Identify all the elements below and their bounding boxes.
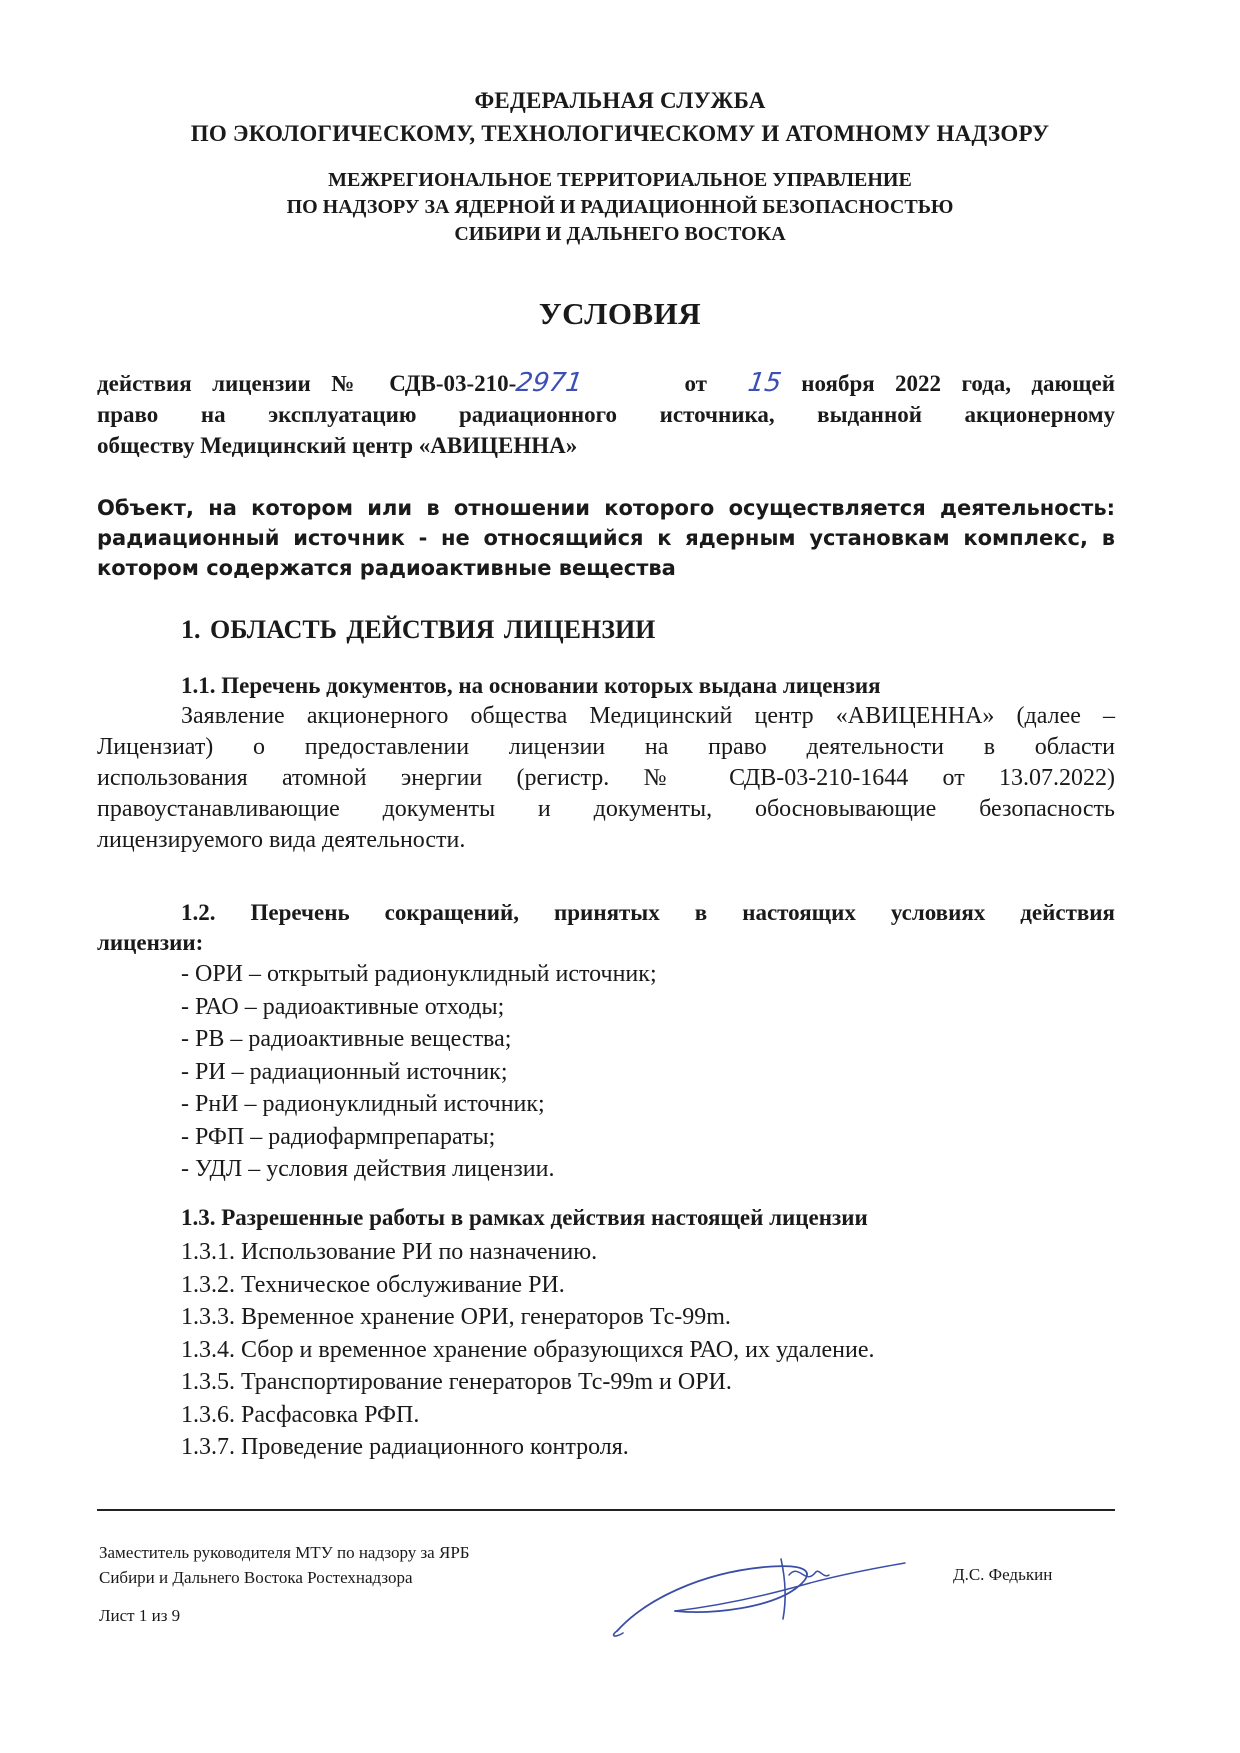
handwritten-signature: [605, 1545, 915, 1645]
agency-heading: [0, 84, 1240, 150]
object-line-3: котором содержатся радиоактивные вещества: [97, 556, 676, 580]
signatory-name: Д.С. Федькин: [953, 1565, 1053, 1584]
date-rest: ноября 2022 года, дающей: [801, 371, 1116, 396]
s11-line-3: использования атомной энергии (регистр. № СДВ-03-210-1644 от 13.07.2022): [97, 765, 1115, 791]
handwritten-day: 15: [745, 368, 783, 398]
license-intro: [97, 368, 1115, 461]
list-item: 1.3.6. Расфасовка РФП.: [181, 1401, 420, 1428]
s11-line-4: правоустанавливающие документы и документы, обосновывающие безопасность: [97, 796, 1115, 822]
list-item: - РнИ – радионуклидный источник;: [181, 1091, 545, 1117]
department-line-3: СИБИРИ И ДАЛЬНЕГО ВОСТОКА: [454, 223, 786, 245]
footer-divider: [97, 1509, 1115, 1511]
license-number-prefix: действия лицензии № СДВ-03-210-: [97, 371, 517, 396]
abbreviations-list: [181, 958, 657, 1186]
s12-line-2: лицензии:: [97, 930, 204, 955]
list-item: - УДЛ – условия действия лицензии.: [181, 1156, 555, 1182]
list-item: - РВ – радиоактивные вещества;: [181, 1026, 512, 1052]
section-1-1-title: 1.1. Перечень документов, на основании которых выдана лицензия: [181, 673, 881, 698]
s11-line-1: Заявление акционерного общества Медицинский центр «АВИЦЕННА» (далее –: [181, 703, 1115, 729]
department-line-2: ПО НАДЗОРУ ЗА ЯДЕРНОЙ И РАДИАЦИОННОЙ БЕЗОПАСНОСТЬЮ: [286, 196, 954, 218]
list-item: 1.3.1. Использование РИ по назначению.: [181, 1239, 598, 1265]
list-item: - РФП – радиофармпрепараты;: [181, 1123, 496, 1150]
s11-line-5: лицензируемого вида деятельности.: [97, 827, 466, 853]
intro-line-1: [97, 368, 1115, 399]
agency-line-1: ФЕДЕРАЛЬНАЯ СЛУЖБА: [474, 88, 766, 113]
page-number: Лист 1 из 9: [99, 1606, 181, 1625]
section-1-3-title: 1.3. Разрешенные работы в рамках действия настоящей лицензии: [181, 1205, 868, 1230]
document-title: УСЛОВИЯ: [538, 296, 702, 331]
section-1-1-text: [97, 701, 1115, 856]
s12-line-1: 1.2. Перечень сокращений, принятых в настоящих условиях действия: [181, 900, 1115, 925]
section-1-2-title: [97, 898, 1115, 958]
signatory-position: [99, 1540, 470, 1590]
intro-line-3: обществу Медицинский центр «АВИЦЕННА»: [97, 433, 578, 458]
list-item: 1.3.2. Техническое обслуживание РИ.: [181, 1271, 565, 1298]
permitted-works-list: [181, 1236, 875, 1464]
s11-line-2: Лицензиат) о предоставлении лицензии на право деятельности в области: [97, 734, 1115, 760]
object-description: [97, 493, 1115, 583]
list-item: 1.3.3. Временное хранение ОРИ, генераторов Тс-99m.: [181, 1304, 731, 1330]
from-word: от: [684, 371, 707, 396]
agency-line-2: ПО ЭКОЛОГИЧЕСКОМУ, ТЕХНОЛОГИЧЕСКОМУ И АТОМНОМУ НАДЗОРУ: [190, 121, 1050, 146]
position-line-1: Заместитель руководителя МТУ по надзору за ЯРБ: [99, 1543, 470, 1562]
department-line-1: МЕЖРЕГИОНАЛЬНОЕ ТЕРРИТОРИАЛЬНОЕ УПРАВЛЕНИЕ: [328, 169, 912, 191]
list-item: 1.3.5. Транспортирование генераторов Тс-99m и ОРИ.: [181, 1369, 732, 1395]
list-item: - РИ – радиационный источник;: [181, 1058, 508, 1085]
list-item: 1.3.4. Сбор и временное хранение образующихся РАО, их удаление.: [181, 1336, 875, 1363]
object-line-1: Объект, на котором или в отношении которого осуществляется деятельность:: [97, 496, 1115, 520]
section-1-title: 1. ОБЛАСТЬ ДЕЙСТВИЯ ЛИЦЕНЗИИ: [181, 615, 656, 644]
handwritten-license-number: 2971: [514, 368, 585, 398]
position-line-2: Сибири и Дальнего Востока Ростехнадзора: [99, 1568, 413, 1587]
intro-line-2: право на эксплуатацию радиационного источника, выданной акционерному: [97, 402, 1115, 427]
list-item: 1.3.7. Проведение радиационного контроля.: [181, 1434, 629, 1460]
department-heading: [0, 167, 1240, 248]
list-item: - РАО – радиоактивные отходы;: [181, 993, 505, 1020]
object-line-2: радиационный источник - не относящийся к ядерным установкам комплекс, в: [97, 526, 1115, 550]
list-item: - ОРИ – открытый радионуклидный источник;: [181, 961, 657, 987]
